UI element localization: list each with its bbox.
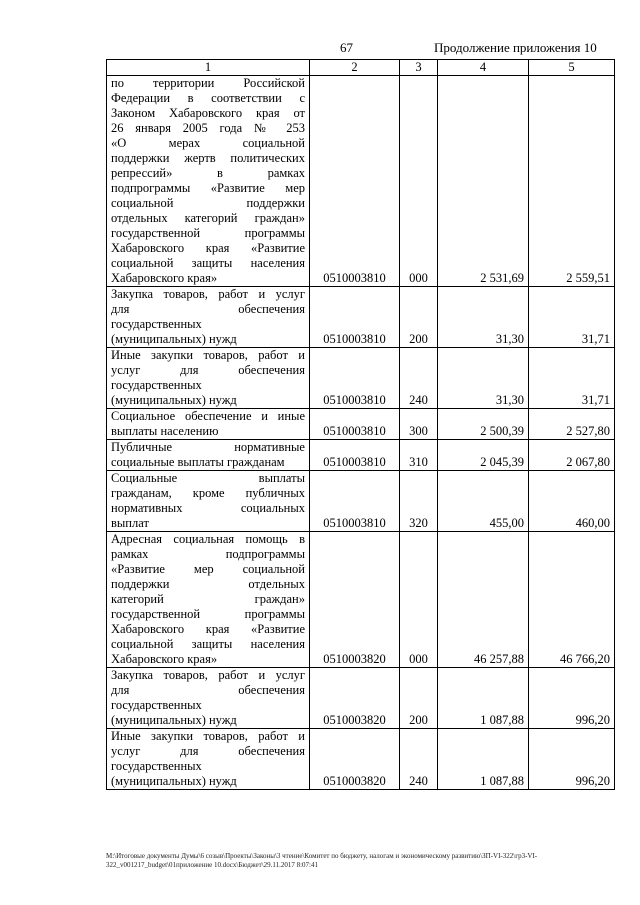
description-line: социальной поддержки	[111, 196, 305, 210]
target-code: 0510003810	[310, 348, 400, 409]
target-code: 0510003820	[310, 668, 400, 729]
expense-type: 300	[400, 409, 438, 440]
amount-year-2: 2 527,80	[529, 409, 615, 440]
continuation-label: Продолжение приложения 10	[434, 40, 597, 55]
description-line: «О мерах социальной	[111, 136, 305, 150]
description-line: (муниципальных) нужд	[111, 393, 237, 407]
description-line: государственной программы	[111, 226, 305, 240]
description-line: Хабаровского края»	[111, 652, 218, 666]
description-line: отдельных категорий граждан»	[111, 211, 305, 225]
amount-year-2: 2 559,51	[529, 76, 615, 287]
amount-year-1: 455,00	[438, 471, 529, 532]
budget-table	[106, 59, 615, 790]
description-line: Социальное обеспечение и иные	[111, 409, 305, 423]
amount-year-1: 1 087,88	[438, 668, 529, 729]
target-code: 0510003820	[310, 532, 400, 668]
amount-year-2: 996,20	[529, 729, 615, 790]
description-line: Социальные выплаты	[111, 471, 305, 485]
description-line: Иные закупки товаров, работ и	[111, 348, 305, 362]
column-header: 4	[438, 60, 529, 76]
amount-year-2: 31,71	[529, 287, 615, 348]
target-code: 0510003810	[310, 287, 400, 348]
description-line: Хабаровского края «Развитие	[111, 622, 305, 636]
description-line: для обеспечения	[111, 683, 305, 697]
target-code: 0510003820	[310, 729, 400, 790]
expense-type: 000	[400, 532, 438, 668]
description-line: поддержки отдельных	[111, 577, 305, 591]
table-row	[107, 471, 615, 532]
target-code: 0510003810	[310, 409, 400, 440]
amount-year-1: 46 257,88	[438, 532, 529, 668]
row-description	[107, 729, 310, 790]
table-row	[107, 532, 615, 668]
description-line: нормативных социальных	[111, 501, 305, 515]
description-line: выплат	[111, 516, 149, 530]
description-line: гражданам, кроме публичных	[111, 486, 305, 500]
description-line: Адресная социальная помощь в	[111, 532, 305, 546]
description-line: 26 января 2005 года № 253	[111, 121, 305, 135]
description-line: услуг для обеспечения	[111, 744, 305, 758]
table-row	[107, 287, 615, 348]
description-line: услуг для обеспечения	[111, 363, 305, 377]
row-description	[107, 348, 310, 409]
description-line: Иные закупки товаров, работ и	[111, 729, 305, 743]
expense-type: 240	[400, 348, 438, 409]
table-row	[107, 440, 615, 471]
row-description	[107, 440, 310, 471]
expense-type: 200	[400, 287, 438, 348]
table-row	[107, 409, 615, 440]
amount-year-2: 996,20	[529, 668, 615, 729]
row-description	[107, 532, 310, 668]
description-line: Хабаровского края»	[111, 271, 218, 285]
expense-type: 320	[400, 471, 438, 532]
amount-year-1: 2 500,39	[438, 409, 529, 440]
table-row	[107, 729, 615, 790]
description-line: социальной защиты населения	[111, 637, 305, 651]
description-line: (муниципальных) нужд	[111, 774, 237, 788]
target-code: 0510003810	[310, 440, 400, 471]
page-number: 67	[340, 40, 353, 55]
table-row	[107, 76, 615, 287]
amount-year-2: 31,71	[529, 348, 615, 409]
amount-year-1: 2 045,39	[438, 440, 529, 471]
document-path-footer: M:\Итоговые документы Думы\6 созыв\Проекты\Законы\3 чтение\Комитет по бюджету, налогам и экономическому развитию\ЗП-VI-322\гр3-VI-322_v001217_budget\01приложение 10.docx\Бюджет\29.11.2017 8:07:41	[106, 852, 538, 869]
description-line: репрессий» в рамках	[111, 166, 305, 180]
description-line: выплаты населению	[111, 424, 219, 438]
description-line: для обеспечения	[111, 302, 305, 316]
row-description	[107, 287, 310, 348]
column-header: 2	[310, 60, 400, 76]
description-line: Федерации в соответствии с	[111, 91, 305, 105]
expense-type: 000	[400, 76, 438, 287]
amount-year-1: 1 087,88	[438, 729, 529, 790]
amount-year-2: 460,00	[529, 471, 615, 532]
description-line: Закупка товаров, работ и услуг	[111, 668, 305, 682]
description-line: (муниципальных) нужд	[111, 332, 237, 346]
amount-year-2: 2 067,80	[529, 440, 615, 471]
description-line: Публичные нормативные	[111, 440, 305, 454]
description-line: Хабаровского края «Развитие	[111, 241, 305, 255]
table-row	[107, 348, 615, 409]
column-header: 3	[400, 60, 438, 76]
amount-year-1: 31,30	[438, 287, 529, 348]
description-line: по территории Российской	[111, 76, 305, 90]
description-line: «Развитие мер социальной	[111, 562, 305, 576]
amount-year-1: 2 531,69	[438, 76, 529, 287]
row-description	[107, 76, 310, 287]
description-line: рамках подпрограммы	[111, 547, 305, 561]
row-description	[107, 668, 310, 729]
row-description	[107, 409, 310, 440]
target-code: 0510003810	[310, 471, 400, 532]
expense-type: 200	[400, 668, 438, 729]
description-line: государственных	[111, 759, 202, 773]
row-description	[107, 471, 310, 532]
description-line: поддержки жертв политических	[111, 151, 305, 165]
description-line: социальные выплаты гражданам	[111, 455, 285, 469]
description-line: государственной программы	[111, 607, 305, 621]
description-line: государственных	[111, 698, 202, 712]
amount-year-2: 46 766,20	[529, 532, 615, 668]
description-line: (муниципальных) нужд	[111, 713, 237, 727]
table-header-row	[107, 60, 615, 76]
expense-type: 310	[400, 440, 438, 471]
amount-year-1: 31,30	[438, 348, 529, 409]
description-line: Законом Хабаровского края от	[111, 106, 305, 120]
description-line: социальной защиты населения	[111, 256, 305, 270]
table-row	[107, 668, 615, 729]
description-line: государственных	[111, 317, 202, 331]
column-header: 5	[529, 60, 615, 76]
expense-type: 240	[400, 729, 438, 790]
description-line: Закупка товаров, работ и услуг	[111, 287, 305, 301]
description-line: подпрограммы «Развитие мер	[111, 181, 305, 195]
column-header: 1	[107, 60, 310, 76]
description-line: государственных	[111, 378, 202, 392]
description-line: категорий граждан»	[111, 592, 305, 606]
target-code: 0510003810	[310, 76, 400, 287]
